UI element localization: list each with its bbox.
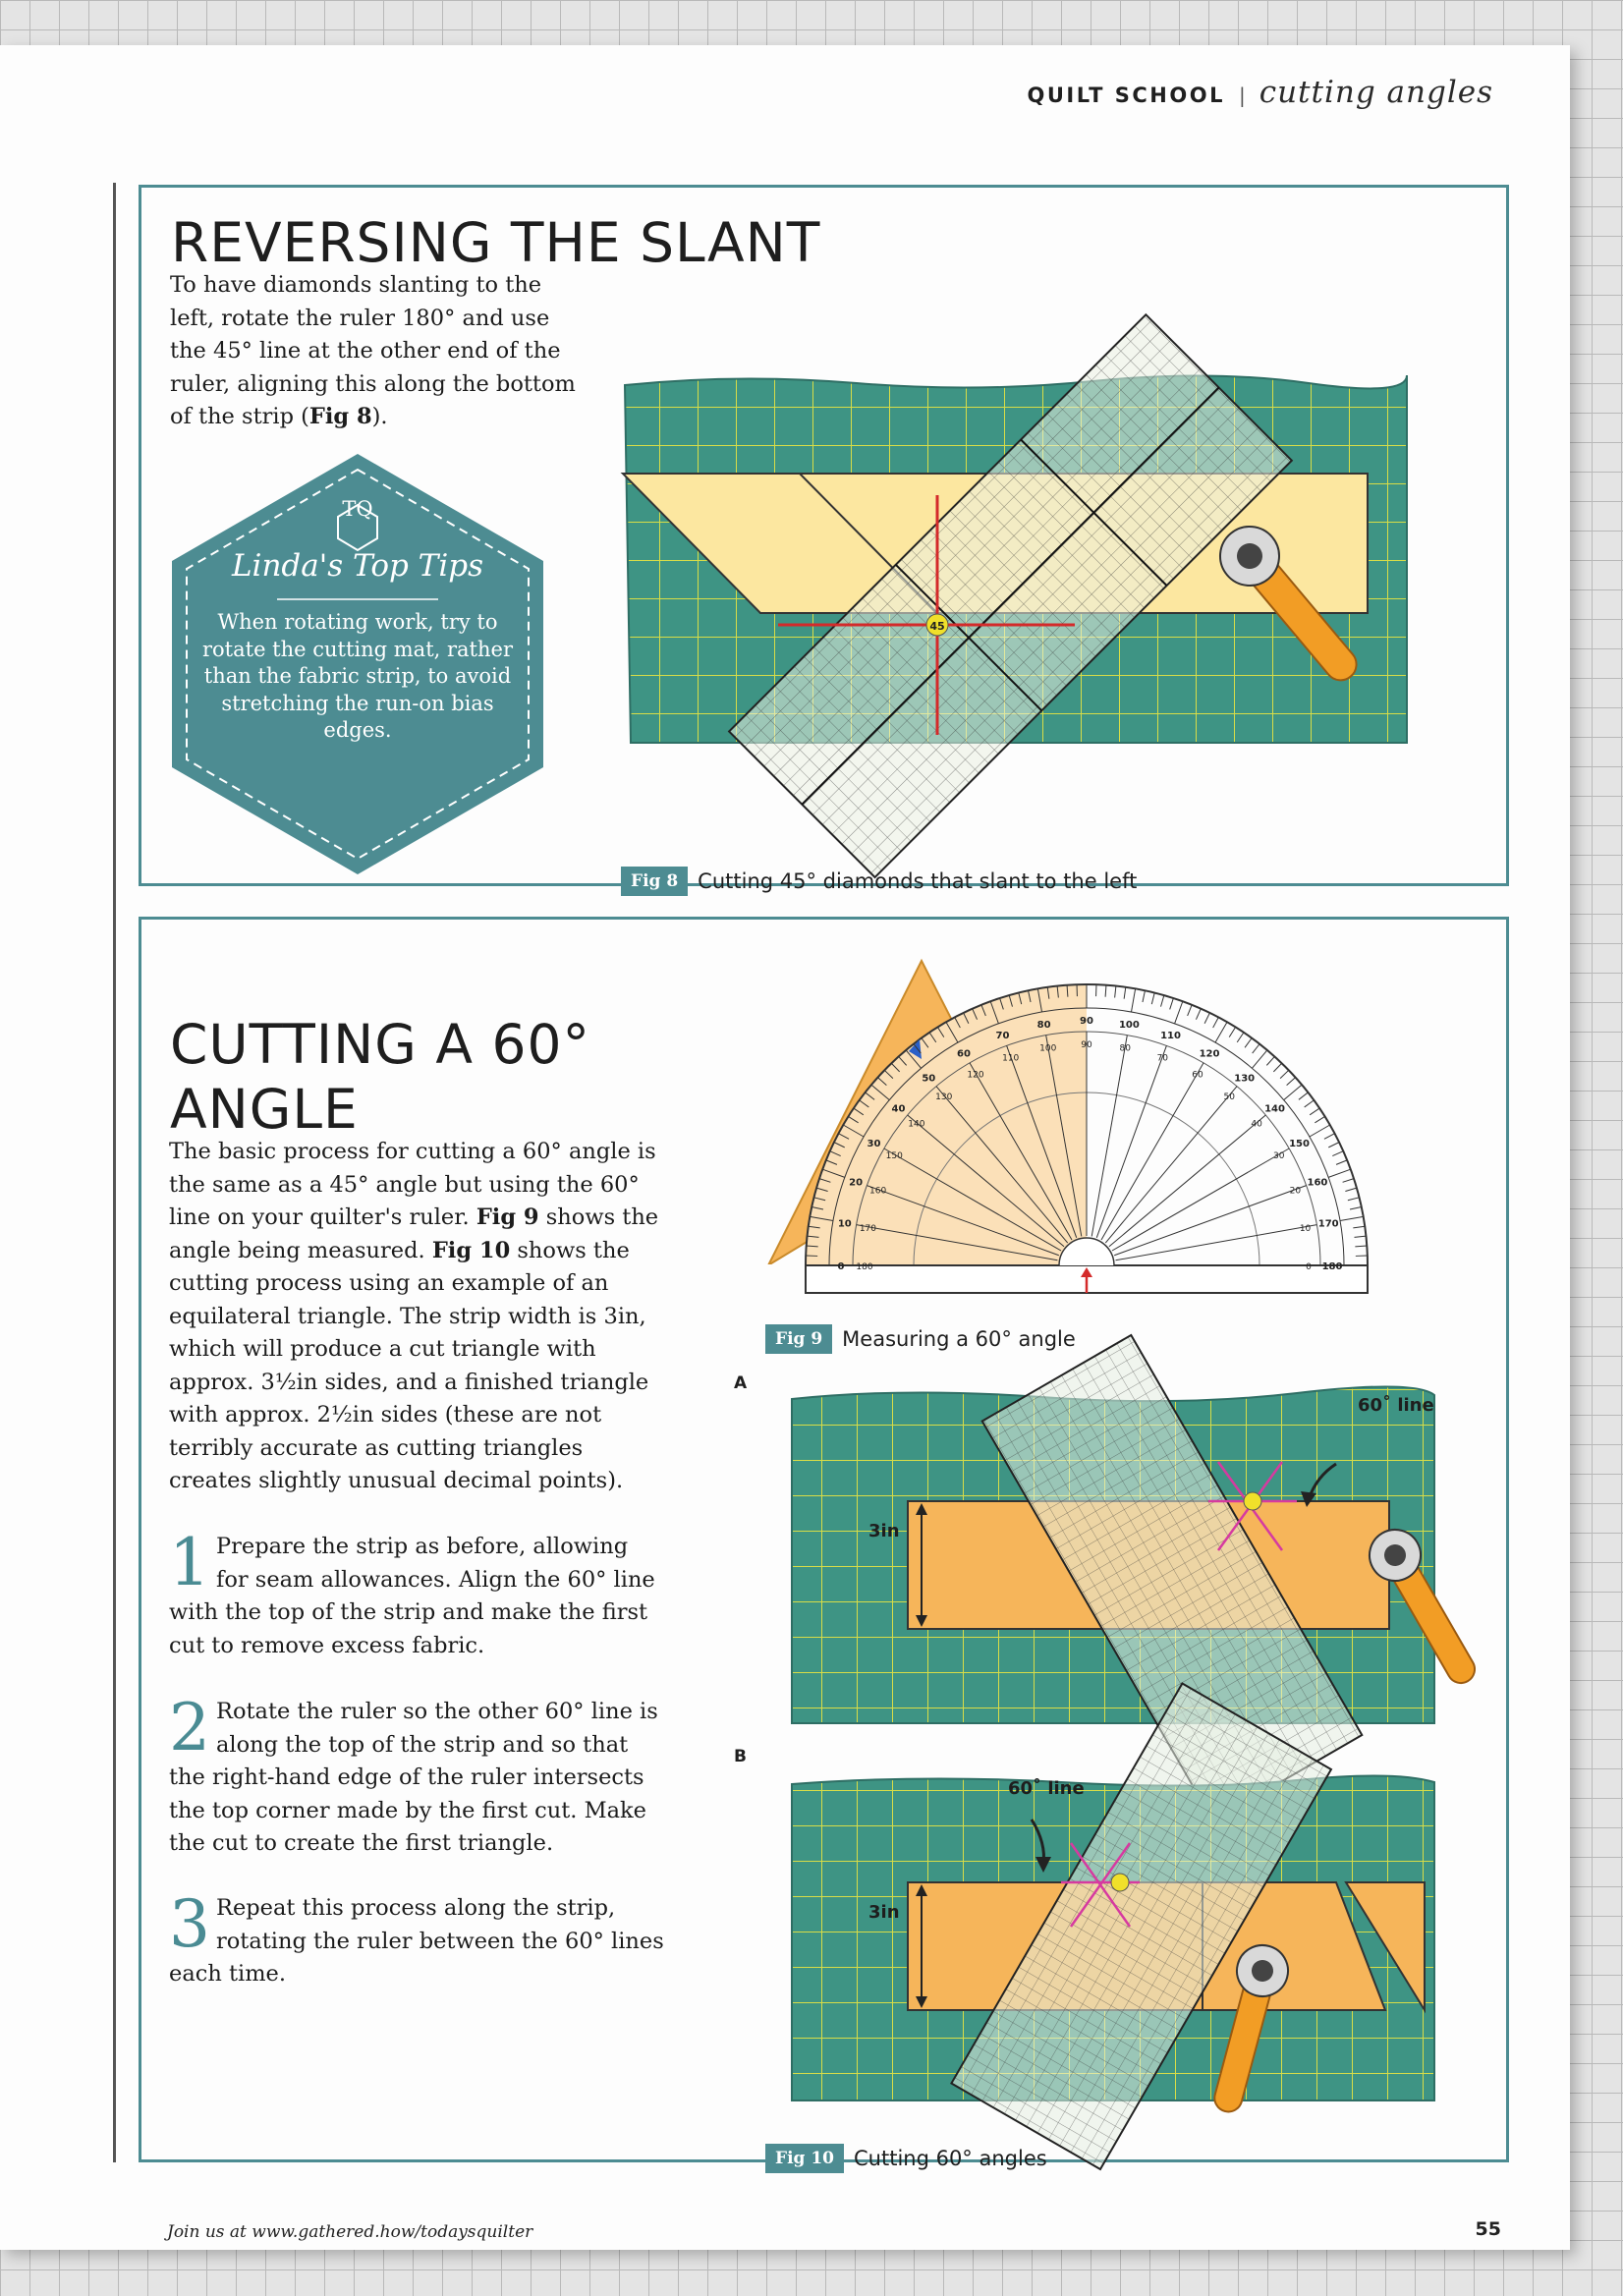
protractor-outer-label: 90	[1080, 1016, 1093, 1027]
fig-8-caption	[621, 867, 1137, 896]
protractor-inner-label: 50	[1223, 1092, 1235, 1102]
fig-9-ref: Fig 9	[476, 1204, 539, 1230]
protractor-inner-label: 10	[1299, 1223, 1312, 1234]
fig-10-label: Fig 10	[765, 2144, 844, 2173]
page-number: 55	[1475, 2218, 1501, 2240]
protractor-inner-label: 180	[856, 1262, 873, 1272]
protractor-outer-label: 50	[922, 1073, 936, 1085]
protractor-outer-label: 20	[849, 1177, 864, 1189]
reversing-intro: To have diamonds slanting to the left, rotate the ruler 180° and use the 45° line at the other end of the ruler, aligning this along the bottom of the strip (Fig 8).	[170, 272, 576, 429]
fig-10-panel-a	[786, 1354, 1474, 1786]
protractor-inner-label: 80	[1119, 1043, 1131, 1054]
tip-title: Linda's Top Tips	[231, 548, 484, 584]
protractor-inner-label: 130	[935, 1092, 953, 1102]
step-3-number: 3	[169, 1886, 210, 1962]
protractor-outer-label: 140	[1264, 1103, 1285, 1115]
header-separator: |	[1238, 84, 1246, 107]
protractor-inner-label: 90	[1081, 1040, 1092, 1050]
fig-10-b-width-label: 3in	[868, 1902, 900, 1923]
protractor-outer-label: 30	[867, 1139, 881, 1149]
margin-rule	[113, 183, 116, 2162]
protractor-outer-label: 80	[1036, 1019, 1051, 1031]
fig-8-illustration	[621, 330, 1476, 880]
fig-9-caption-text: Measuring a 60° angle	[842, 1327, 1076, 1351]
protractor-outer-label: 160	[1307, 1177, 1328, 1189]
step-2-number: 2	[169, 1690, 210, 1765]
protractor-outer-label: 40	[891, 1103, 906, 1115]
protractor-inner-label: 100	[1039, 1043, 1057, 1054]
fig-10-caption	[765, 2144, 1047, 2173]
top-tips-badge	[167, 450, 548, 878]
section-name: QUILT SCHOOL	[1027, 84, 1225, 107]
tip-text: When rotating work, try to rotate the cutting mat, rather than the fabric strip, to avoid stretching the run-on bias edges.	[202, 610, 513, 742]
fig-9-caption	[765, 1324, 1076, 1354]
topic-name: cutting angles	[1259, 75, 1493, 110]
protractor-outer-label: 130	[1234, 1073, 1256, 1085]
fig-10-a-width-label: 3in	[868, 1521, 900, 1541]
magazine-page	[0, 45, 1570, 2250]
protractor-inner-label: 40	[1251, 1119, 1262, 1130]
protractor-inner-label: 60	[1192, 1070, 1203, 1081]
protractor-outer-label: 180	[1321, 1261, 1343, 1272]
protractor-inner-label: 150	[885, 1151, 903, 1161]
step-1-number: 1	[169, 1525, 210, 1600]
protractor-inner-label: 30	[1272, 1151, 1285, 1161]
protractor-outer-label: 60	[957, 1048, 971, 1060]
protractor-outer-label: 70	[995, 1031, 1010, 1042]
step-1: 1 Prepare the strip as before, allowing for seam allowances. Align the 60° line with the top of the strip and make the first cut to remove excess fabric.	[169, 1525, 655, 1658]
fig-8-angle-marker: 45	[929, 620, 945, 633]
footer-website: Join us at www.gathered.how/todaysquilter	[167, 2222, 533, 2242]
protractor-inner-label: 170	[859, 1223, 877, 1234]
page-header	[1028, 75, 1494, 110]
step-3: 3 Repeat this process along the strip, rotating the ruler between the 60° lines each time.	[169, 1886, 664, 1987]
protractor-outer-label: 10	[837, 1218, 852, 1230]
protractor-inner-label: 70	[1156, 1053, 1169, 1064]
fig-10-b-line-label: 60˚ line	[1008, 1778, 1085, 1799]
fig-10-caption-text: Cutting 60° angles	[854, 2147, 1047, 2170]
protractor-outer-label: 170	[1317, 1218, 1339, 1230]
fig-8-ref: Fig 8	[308, 404, 372, 429]
fig-10-panel-a-label: A	[734, 1373, 748, 1393]
protractor-inner-label: 110	[1002, 1053, 1020, 1064]
tq-logo: TQ	[342, 497, 373, 521]
cutting-60-intro: The basic process for cutting a 60° angle is the same as a 45° angle but using the 60° line on your quilter's ruler. Fig 9 shows the angle being measured. Fig 10 shows the cutting process using an example of an equilateral triangle. The strip width is 3in, which will produce a cut triangle with approx. 3½in sides, and a finished triangle with approx. 2½in sides (these are not terribly accurate as cutting triangles creates slightly unusual decimal points).	[169, 1139, 659, 1493]
protractor-outer-label: 0	[837, 1261, 845, 1272]
cutting-60-title: CUTTING A 60° ANGLE	[170, 1013, 590, 1141]
step-2: 2 Rotate the ruler so the other 60° line is along the top of the strip and so that the right-hand edge of the ruler intersects the top corner made by the first cut. Make the cut to create the first triangle.	[169, 1690, 658, 1856]
protractor-inner-label: 120	[967, 1070, 984, 1081]
reversing-title: REVERSING THE SLANT	[171, 211, 821, 274]
protractor-inner-label: 160	[869, 1186, 887, 1197]
protractor-outer-label: 100	[1118, 1019, 1140, 1031]
fig-10-a-line-label: 60˚ line	[1358, 1395, 1434, 1416]
protractor-outer-label: 120	[1199, 1048, 1220, 1060]
fig-9-label: Fig 9	[765, 1324, 832, 1354]
fig-10-panel-b-label: B	[734, 1747, 747, 1766]
fig-8-label: Fig 8	[621, 867, 688, 896]
protractor-outer-label: 110	[1160, 1031, 1181, 1042]
protractor-outer-label: 150	[1289, 1139, 1310, 1149]
fig-9-protractor	[766, 949, 1343, 1303]
fig-10-panel-b	[786, 1755, 1474, 2148]
fig-10-ref: Fig 10	[431, 1237, 511, 1263]
protractor-inner-label: 20	[1289, 1186, 1302, 1197]
fig-8-caption-text: Cutting 45° diamonds that slant to the left	[698, 869, 1138, 893]
protractor-inner-label: 140	[908, 1119, 925, 1130]
protractor-inner-label: 0	[1306, 1262, 1312, 1272]
